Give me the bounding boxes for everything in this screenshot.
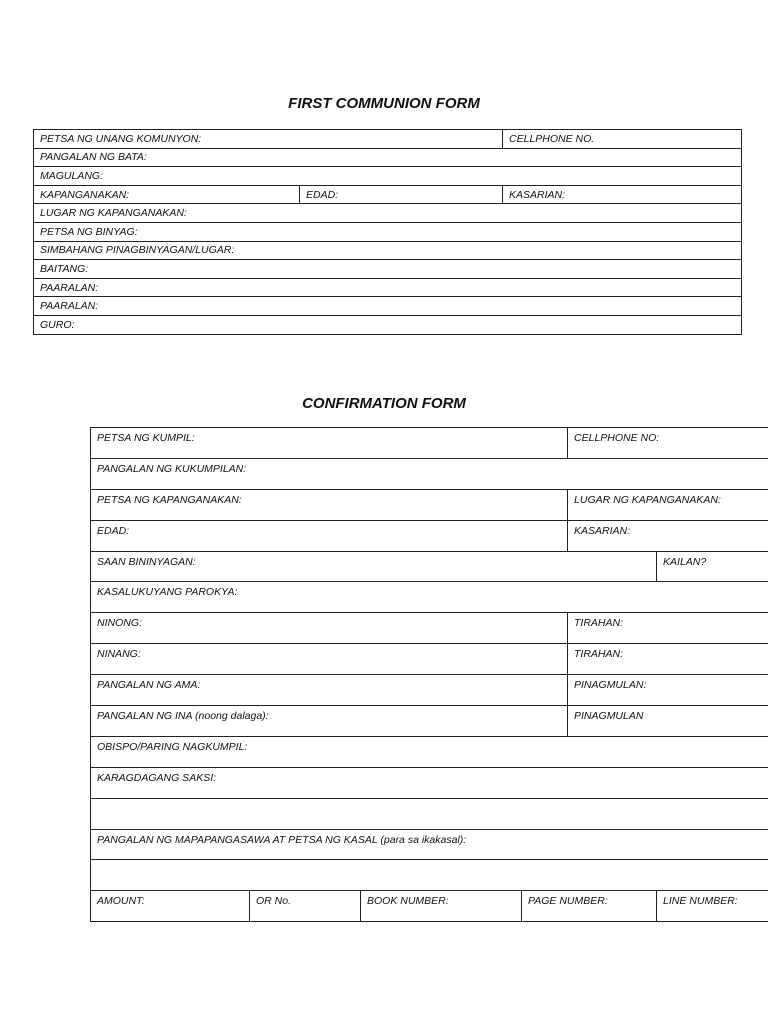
ninong-field[interactable]: NINONG: (91, 613, 568, 644)
table-row (34, 315, 742, 334)
pangalan-bata-field[interactable]: PANGALAN NG BATA: (34, 148, 742, 167)
table-row (34, 260, 742, 279)
kasarian-field[interactable]: KASARIAN: (503, 185, 742, 204)
table-row (91, 675, 768, 706)
baitang-field[interactable]: BAITANG: (34, 260, 742, 279)
kailan-field[interactable]: KAILAN? (657, 551, 768, 582)
table-row (91, 736, 768, 767)
petsa-kumpil-field[interactable]: PETSA NG KUMPIL: (91, 428, 568, 459)
magulang-field[interactable]: MAGULANG: (34, 167, 742, 186)
petsa-kapanganakan-field[interactable]: PETSA NG KAPANGANAKAN: (91, 489, 568, 520)
ninang-field[interactable]: NINANG: (91, 644, 568, 675)
table-row (34, 130, 742, 149)
table-row (91, 860, 768, 891)
first-communion-title: FIRST COMMUNION FORM (288, 95, 480, 112)
table-row (34, 204, 742, 223)
table-row (91, 551, 768, 582)
pinagmulan-field[interactable]: PINAGMULAN (568, 706, 768, 737)
edad-field[interactable]: EDAD: (91, 520, 568, 551)
saan-bininyagan-field[interactable]: SAAN BININYAGAN: (91, 551, 657, 582)
table-row (91, 891, 768, 922)
lugar-kapanganakan-field[interactable]: LUGAR NG KAPANGANAKAN: (34, 204, 742, 223)
table-row (34, 278, 742, 297)
table-row (91, 458, 768, 489)
tirahan-field[interactable]: TIRAHAN: (568, 613, 768, 644)
cellphone-field[interactable]: CELLPHONE NO. (503, 130, 742, 149)
table-row (34, 241, 742, 260)
paaralan-field[interactable]: PAARALAN: (34, 297, 742, 316)
mapapangasawa-blank-field[interactable] (91, 860, 768, 891)
line-number-field[interactable]: LINE NUMBER: (657, 891, 768, 922)
table-row (34, 148, 742, 167)
guro-field[interactable]: GURO: (34, 315, 742, 334)
karagdagang-saksi-field[interactable]: KARAGDAGANG SAKSI: (91, 767, 768, 798)
table-row (91, 767, 768, 798)
table-row (34, 222, 742, 241)
table-row (91, 613, 768, 644)
confirmation-title: CONFIRMATION FORM (302, 395, 466, 412)
edad-field[interactable]: EDAD: (300, 185, 503, 204)
pangalan-ina-field[interactable]: PANGALAN NG INA (noong dalaga): (91, 706, 568, 737)
table-row (91, 489, 768, 520)
karagdagang-saksi-blank-field[interactable] (91, 798, 768, 829)
kapanganakan-field[interactable]: KAPANGANAKAN: (34, 185, 300, 204)
pangalan-kukumpilan-field[interactable]: PANGALAN NG KUKUMPILAN: (91, 458, 768, 489)
table-row (34, 167, 742, 186)
table-row (91, 798, 768, 829)
table-row (34, 297, 742, 316)
petsa-unang-komunyon-field[interactable]: PETSA NG UNANG KOMUNYON: (34, 130, 503, 149)
amount-field[interactable]: AMOUNT: (91, 891, 250, 922)
or-no-field[interactable]: OR No. (250, 891, 361, 922)
book-number-field[interactable]: BOOK NUMBER: (361, 891, 522, 922)
table-row (91, 829, 768, 860)
pangalan-ama-field[interactable]: PANGALAN NG AMA: (91, 675, 568, 706)
first-communion-table (33, 129, 742, 335)
tirahan-field[interactable]: TIRAHAN: (568, 644, 768, 675)
simbahang-pinagbinyagan-field[interactable]: SIMBAHANG PINAGBINYAGAN/LUGAR: (34, 241, 742, 260)
paaralan-field[interactable]: PAARALAN: (34, 278, 742, 297)
table-row (91, 582, 768, 613)
table-row (91, 644, 768, 675)
cellphone-field[interactable]: CELLPHONE NO: (568, 428, 768, 459)
confirmation-table (90, 427, 768, 922)
obispo-field[interactable]: OBISPO/PARING NAGKUMPIL: (91, 736, 768, 767)
table-row (91, 428, 768, 459)
pinagmulan-field[interactable]: PINAGMULAN: (568, 675, 768, 706)
page-number-field[interactable]: PAGE NUMBER: (522, 891, 657, 922)
lugar-kapanganakan-field[interactable]: LUGAR NG KAPANGANAKAN: (568, 489, 768, 520)
mapapangasawa-field[interactable]: PANGALAN NG MAPAPANGASAWA AT PETSA NG KASAL (para sa ikakasal): (91, 829, 768, 860)
petsa-binyag-field[interactable]: PETSA NG BINYAG: (34, 222, 742, 241)
kasarian-field[interactable]: KASARIAN: (568, 520, 768, 551)
table-row (34, 185, 742, 204)
table-row (91, 520, 768, 551)
kasalukuyang-parokya-field[interactable]: KASALUKUYANG PAROKYA: (91, 582, 768, 613)
table-row (91, 706, 768, 737)
